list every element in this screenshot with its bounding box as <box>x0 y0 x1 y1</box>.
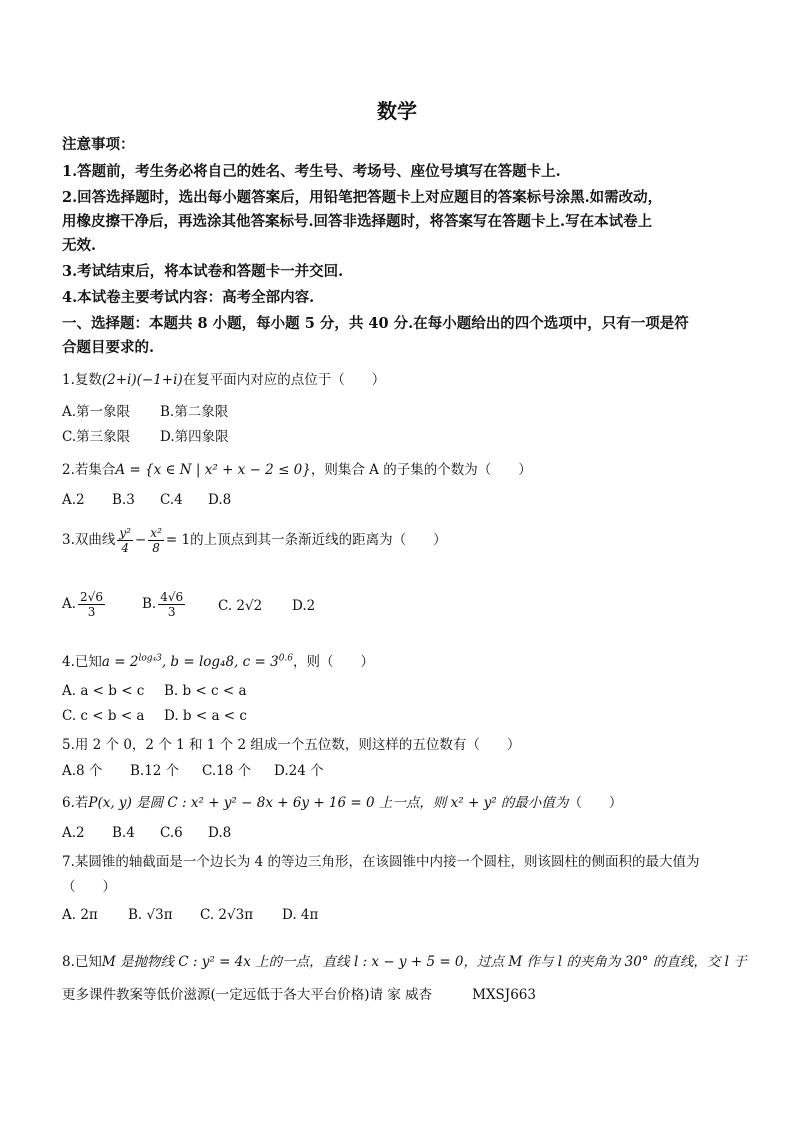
question-2-option-c: C.4 <box>160 492 183 508</box>
question-7-option-c: C. 2√3π <box>200 907 254 923</box>
question-5-option-a: A.8 个 <box>62 763 103 779</box>
question-5-option-c: C.18 个 <box>202 763 252 779</box>
question-7-stem-line1: 7.某圆锥的轴截面是一个边长为 4 的等边三角形，在该圆锥中内接一个圆柱，则该圆柱的侧面积的最大值为 <box>62 854 700 870</box>
question-3-option-b: B. $\frac{4√6}{3}$ <box>142 590 184 619</box>
question-6-option-d: D.8 <box>208 825 232 841</box>
question-5-stem: 5.用 2 个 0，2 个 1 和 1 个 2 组成一个五位数，则这样的五位数有（ ） <box>62 737 521 753</box>
question-2-option-b: B.3 <box>112 492 135 508</box>
question-4-option-a: A. a < b < c <box>62 683 145 699</box>
question-3-stem: 3.双曲线 $\frac{\text{y²}}{4}$ − $\frac{\text{x²}}{8}$ = 1的上顶点到其一条渐近线的距离为（ ） <box>62 526 447 555</box>
notice-4: 4.本试卷主要考试内容：高考全部内容. <box>62 289 315 306</box>
question-8-stem: 8.已知M 是抛物线 C : y² = 4x 上的一点，直线 l : x − y + 5 = 0，过点 M 作与 l 的夹角为 30° 的直线，交 l 于 <box>62 954 747 970</box>
question-1-option-b: B.第二象限 <box>160 404 229 420</box>
question-7-option-b: B. √3π <box>128 907 173 923</box>
question-4-option-c: C. c < b < a <box>62 708 145 724</box>
question-2-option-d: D.8 <box>208 492 232 508</box>
question-3-option-c: C. 2√2 <box>218 598 263 614</box>
question-7-option-a: A. 2π <box>62 907 98 923</box>
page-title: 数学 <box>377 99 417 123</box>
question-1-option-a: A.第一象限 <box>62 404 131 420</box>
notice-2c: 无效. <box>62 237 97 254</box>
question-2-option-a: A.2 <box>62 492 85 508</box>
question-4-stem: 4.已知$a = 2^{log_43}$, b = log₄8, $c = 3^{0.6}$，则（ ） <box>62 653 375 670</box>
question-4-option-d: D. b < a < c <box>164 708 247 724</box>
question-5-option-b: B.12 个 <box>130 763 180 779</box>
question-1-option-d: D.第四象限 <box>160 429 229 445</box>
notice-3: 3.考试结束后，将本试卷和答题卡一并交回. <box>62 263 344 280</box>
section-heading-line1: 一、选择题：本题共 8 小题，每小题 5 分，共 40 分.在每小题给出的四个选项中，只有一项是符 <box>62 315 689 332</box>
footer-note: 更多课件教案等低价滋源(一定远低于各大平台价格)请 家 威杏 MXSJ663 <box>62 987 536 1003</box>
question-2-stem: 2.若集合A = {x ∈ N | x² + x − 2 ≤ 0}，则集合 A 的子集的个数为（ ） <box>62 462 532 478</box>
notice-1: 1.答题前，考生务必将自己的姓名、考生号、考场号、座位号填写在答题卡上. <box>62 163 561 180</box>
question-7-stem-line2: （ ） <box>62 879 116 895</box>
question-1-option-c: C.第三象限 <box>62 429 131 445</box>
footer-code: MXSJ663 <box>472 987 536 1003</box>
notice-2b: 用橡皮擦干净后，再选涂其他答案标号.回答非选择题时，将答案写在答题卡上.写在本试卷上 <box>62 213 653 230</box>
notice-2a: 2.回答选择题时，选出每小题答案后，用铅笔把答题卡上对应题目的答案标号涂黑.如需改动， <box>62 189 663 206</box>
question-6-option-a: A.2 <box>62 825 85 841</box>
notice-heading: 注意事项： <box>62 136 135 153</box>
question-3-option-a: A. $\frac{2√6}{3}$ <box>62 590 103 619</box>
question-1-stem: 1.复数(2+i)(−1+i)在复平面内对应的点位于（ ） <box>62 372 386 388</box>
question-6-stem: 6.若P(x, y) 是圆 C : x² + y² − 8x + 6y + 16 = 0 上一点，则 x² + y² 的最小值为（ ） <box>62 795 623 811</box>
question-4-option-b: B. b < c < a <box>164 683 247 699</box>
question-5-option-d: D.24 个 <box>274 763 324 779</box>
hyperbola-frac-x: $\frac{\text{x²}}{8}$ <box>150 526 162 555</box>
question-6-option-c: C.6 <box>160 825 183 841</box>
question-6-option-b: B.4 <box>112 825 135 841</box>
hyperbola-frac-y: $\frac{\text{y²}}{4}$ <box>119 526 131 555</box>
question-7-option-d: D. 4π <box>282 907 319 923</box>
section-heading-line2: 合题目要求的. <box>62 339 155 356</box>
question-3-option-d: D.2 <box>292 598 316 614</box>
